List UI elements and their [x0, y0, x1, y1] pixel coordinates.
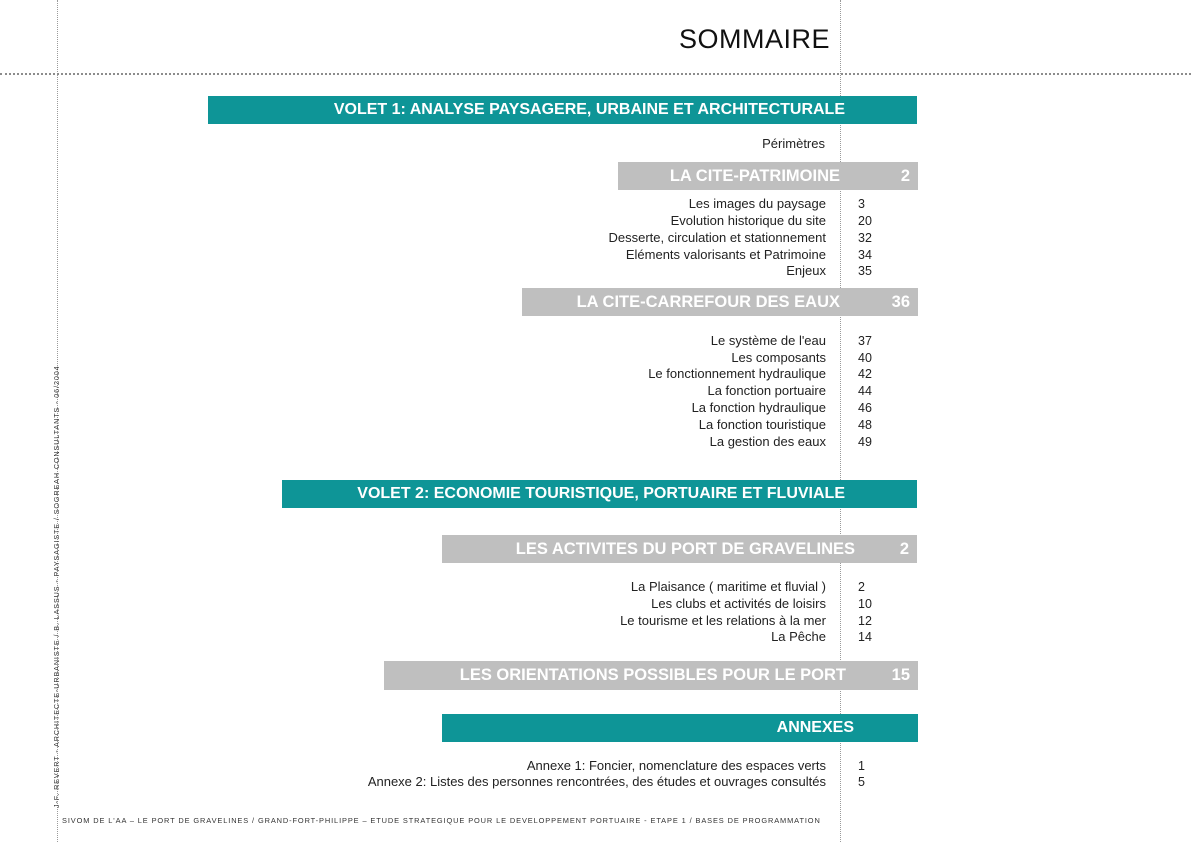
toc-entry: La fonction touristique [698, 417, 826, 432]
toc-page: 35 [858, 264, 872, 278]
side-credit: J-F. REVERT - ARCHITECTE-URBANISTE / B. LASSUS - PAYSAGISTE / SOGREAH CONSULTANTS - 06/2004 [52, 365, 61, 808]
toc-page: 34 [858, 248, 872, 262]
perimetres-entry: Périmètres [762, 136, 825, 151]
toc-page: 37 [858, 334, 872, 348]
toc-entry: Les images du paysage [688, 196, 826, 211]
cite-patrimoine-page: 2 [900, 167, 910, 185]
toc-entry: Eléments valorisants et Patrimoine [625, 247, 826, 262]
toc-page: 14 [858, 630, 872, 644]
toc-page: 40 [858, 351, 872, 365]
toc-entry: La Pêche [771, 629, 826, 644]
toc-entry: Les clubs et activités de loisirs [651, 596, 826, 611]
orientations-bar [384, 661, 918, 690]
header-divider [0, 73, 1191, 75]
cite-carrefour-label: LA CITE-CARREFOUR DES EAUX [576, 293, 840, 311]
toc-page: 10 [858, 597, 872, 611]
toc-entry: Enjeux [786, 263, 826, 278]
toc-entry: Desserte, circulation et stationnement [608, 230, 826, 245]
toc-entry: Le fonctionnement hydraulique [648, 366, 826, 381]
toc-page: 1 [858, 759, 865, 773]
toc-page: 12 [858, 614, 872, 628]
toc-page: 2 [858, 580, 865, 594]
toc-page: 20 [858, 214, 872, 228]
toc-page: 48 [858, 418, 872, 432]
volet2-heading: VOLET 2: ECONOMIE TOURISTIQUE, PORTUAIRE ET FLUVIALE [357, 485, 845, 502]
cite-patrimoine-label: LA CITE-PATRIMOINE [669, 167, 840, 185]
toc-entry: Annexe 1: Foncier, nomenclature des espaces verts [526, 758, 826, 773]
activites-page: 2 [899, 540, 909, 558]
toc-page: 3 [858, 197, 865, 211]
toc-entry: La gestion des eaux [709, 434, 826, 449]
cite-patrimoine-bar [618, 162, 918, 190]
toc-entry: La Plaisance ( maritime et fluvial ) [630, 579, 826, 594]
volet1-heading: VOLET 1: ANALYSE PAYSAGERE, URBAINE ET ARCHITECTURALE [333, 101, 845, 118]
toc-entry: Le tourisme et les relations à la mer [620, 613, 826, 628]
volet1-heading-bar [208, 96, 917, 124]
annexes-heading-bar [442, 714, 918, 742]
orientations-label: LES ORIENTATIONS POSSIBLES POUR LE PORT [459, 666, 846, 684]
orientations-page: 15 [891, 666, 910, 684]
toc-page: 32 [858, 231, 872, 245]
toc-entry: Annexe 2: Listes des personnes rencontrées, des études et ouvrages consultés [367, 774, 826, 789]
page-title: SOMMAIRE [678, 24, 830, 54]
footer: SIVOM DE L'AA – LE PORT DE GRAVELINES / GRAND-FORT-PHILIPPE – ETUDE STRATEGIQUE POUR LE DEVELOPPEMENT PORTUAIRE - ETAPE 1 / BASES DE PROGRAMMATION [62, 816, 821, 825]
toc-page: 46 [858, 401, 872, 415]
annexes-heading: ANNEXES [776, 719, 854, 736]
toc-entry: Le système de l'eau [710, 333, 826, 348]
toc-page: 5 [858, 775, 865, 789]
volet2-heading-bar [282, 480, 917, 508]
toc-entry: La fonction hydraulique [691, 400, 826, 415]
toc-entry: Evolution historique du site [670, 213, 826, 228]
toc-entry: La fonction portuaire [707, 383, 826, 398]
toc-page: 49 [858, 435, 872, 449]
activites-label: LES ACTIVITES DU PORT DE GRAVELINES [515, 540, 855, 558]
toc-page: 44 [858, 384, 872, 398]
toc-page: 42 [858, 367, 872, 381]
activites-bar [442, 535, 917, 563]
toc-entry: Les composants [731, 350, 826, 365]
cite-carrefour-page: 36 [891, 293, 910, 311]
cite-carrefour-bar [522, 288, 918, 316]
